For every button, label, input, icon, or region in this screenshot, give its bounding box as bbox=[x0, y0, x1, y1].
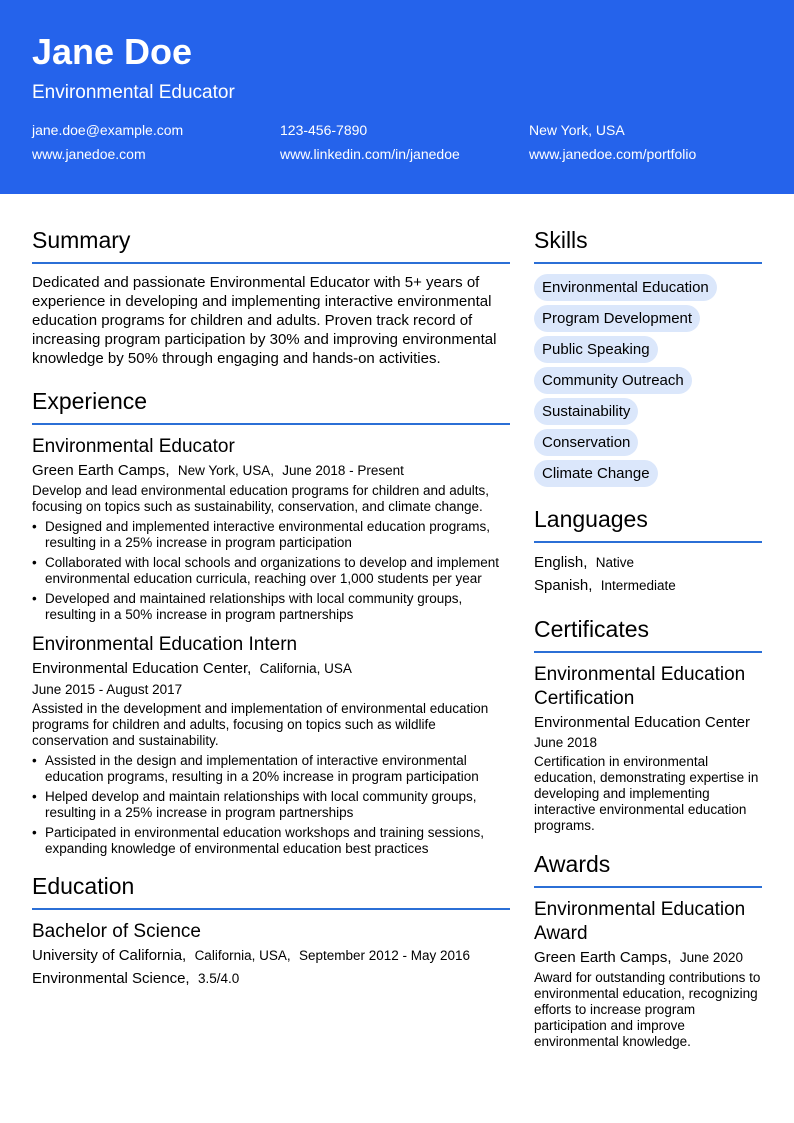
skill-tag: Environmental Education bbox=[534, 274, 717, 301]
education-location: California, USA, bbox=[194, 948, 291, 963]
education-section bbox=[32, 872, 510, 988]
contact-linkedin[interactable]: www.linkedin.com/in/janedoe bbox=[280, 146, 460, 162]
award-issuer: Green Earth Camps, bbox=[534, 949, 672, 966]
section-heading-skills: Skills bbox=[534, 227, 588, 253]
section-heading-certificates: Certificates bbox=[534, 616, 650, 642]
certificates-section bbox=[534, 615, 762, 834]
section-heading-education: Education bbox=[32, 873, 135, 899]
section-divider bbox=[534, 886, 762, 888]
skill-tag: Community Outreach bbox=[534, 367, 692, 394]
job-bullets bbox=[32, 519, 510, 623]
skill-tag: Conservation bbox=[534, 429, 638, 456]
skills-section bbox=[534, 226, 762, 491]
job-dates: June 2015 - August 2017 bbox=[32, 682, 183, 697]
job-bullet: • Developed and maintained relationships with local community groups, resulting in a 50% increase in program partnerships bbox=[45, 591, 510, 623]
job-dates: June 2018 - Present bbox=[282, 463, 404, 478]
section-heading-experience: Experience bbox=[32, 388, 148, 414]
contact-phone[interactable]: 123-456-7890 bbox=[280, 122, 368, 138]
education-field: Environmental Science, bbox=[32, 970, 190, 987]
language-item bbox=[534, 551, 762, 574]
job-title: Environmental Education Intern bbox=[32, 634, 298, 655]
language-level: Native bbox=[595, 555, 634, 570]
job-bullet: • Helped develop and maintain relationships with local community groups, resulting in a 25% increase in program partnerships bbox=[45, 789, 510, 821]
language-level: Intermediate bbox=[600, 578, 676, 593]
job-entry bbox=[32, 633, 510, 857]
education-school: University of California, bbox=[32, 947, 187, 964]
job-entry bbox=[32, 435, 510, 623]
awards-section bbox=[534, 850, 762, 1050]
job-bullet: • Designed and implemented interactive environmental education programs, resulting in a 25% increase in program participation bbox=[45, 519, 510, 551]
candidate-name: Jane Doe bbox=[32, 31, 193, 72]
job-bullet: • Assisted in the design and implementation of interactive environmental education programs, resulting in a 20% increase in program participation bbox=[45, 753, 510, 785]
skill-tag: Climate Change bbox=[534, 460, 658, 487]
language-item bbox=[534, 574, 762, 597]
section-heading-summary: Summary bbox=[32, 227, 131, 253]
job-company: Green Earth Camps, bbox=[32, 462, 170, 479]
skill-tag: Program Development bbox=[534, 305, 700, 332]
skill-tag: Public Speaking bbox=[534, 336, 658, 363]
education-dates: September 2012 - May 2016 bbox=[298, 948, 471, 963]
job-company-line bbox=[32, 659, 510, 678]
job-bullet: • Participated in environmental education workshops and training sessions, expanding knowledge of environmental education best practices bbox=[45, 825, 510, 857]
job-company: Environmental Education Center, bbox=[32, 660, 252, 677]
language-name: Spanish, bbox=[534, 577, 593, 594]
certificate-title: Environmental Education Certification bbox=[534, 664, 746, 709]
section-heading-awards: Awards bbox=[534, 851, 611, 877]
award-description: Award for outstanding contributions to environmental education, recognizing efforts to increase program participation and improve environmental knowledge. bbox=[534, 970, 761, 1049]
job-bullets bbox=[32, 753, 510, 857]
job-location: California, USA bbox=[259, 661, 352, 676]
section-divider bbox=[534, 541, 762, 543]
job-description: Assisted in the development and implementation of environmental education programs for children and adults, focusing on topics such as wildlife conservation and sustainability. bbox=[32, 701, 489, 748]
summary-section bbox=[32, 226, 510, 368]
education-gpa: 3.5/4.0 bbox=[197, 971, 240, 986]
contact-portfolio[interactable]: www.janedoe.com/portfolio bbox=[529, 146, 697, 162]
section-divider bbox=[32, 262, 510, 264]
skills-list bbox=[534, 274, 762, 491]
section-divider bbox=[32, 423, 510, 425]
job-company-line bbox=[32, 461, 510, 480]
education-field-line bbox=[32, 969, 510, 988]
section-divider bbox=[534, 262, 762, 264]
degree-title: Bachelor of Science bbox=[32, 921, 201, 942]
certificate-date: June 2018 bbox=[534, 735, 598, 750]
award-title: Environmental Education Award bbox=[534, 899, 746, 944]
section-divider bbox=[534, 651, 762, 653]
award-issuer-line bbox=[534, 948, 762, 967]
contact-email[interactable]: jane.doe@example.com bbox=[32, 122, 184, 138]
section-heading-languages: Languages bbox=[534, 506, 648, 532]
job-bullet: • Collaborated with local schools and organizations to develop and implement environmental education curricula, reaching over 1,000 students per year bbox=[45, 555, 510, 587]
resume-header bbox=[0, 0, 794, 194]
job-title: Environmental Educator bbox=[32, 436, 235, 457]
side-column bbox=[534, 226, 762, 1050]
contact-location: New York, USA bbox=[529, 122, 625, 138]
skill-tag: Sustainability bbox=[534, 398, 638, 425]
certificate-issuer: Environmental Education Center bbox=[534, 714, 750, 731]
certificate-description: Certification in environmental education, demonstrating expertise in developing and implementing interactive environmental education programs. bbox=[534, 754, 759, 833]
languages-section bbox=[534, 505, 762, 597]
award-date: June 2020 bbox=[679, 950, 743, 965]
contact-website[interactable]: www.janedoe.com bbox=[32, 146, 146, 162]
language-name: English, bbox=[534, 554, 588, 571]
candidate-title: Environmental Educator bbox=[32, 82, 235, 103]
main-column bbox=[32, 226, 510, 988]
job-description: Develop and lead environmental education programs for children and adults, focusing on topics such as sustainability, conservation, and climate change. bbox=[32, 483, 490, 514]
summary-text: Dedicated and passionate Environmental Educator with 5+ years of experience in developing and implementing interactive environmental education programs for children and adults. Proven track record of increasing program participation by 30% and improving environmental knowledge by 50% through engaging and hands-on activities. bbox=[32, 274, 497, 367]
job-location: New York, USA, bbox=[177, 463, 274, 478]
section-divider bbox=[32, 908, 510, 910]
experience-section bbox=[32, 387, 510, 857]
education-school-line bbox=[32, 946, 510, 965]
